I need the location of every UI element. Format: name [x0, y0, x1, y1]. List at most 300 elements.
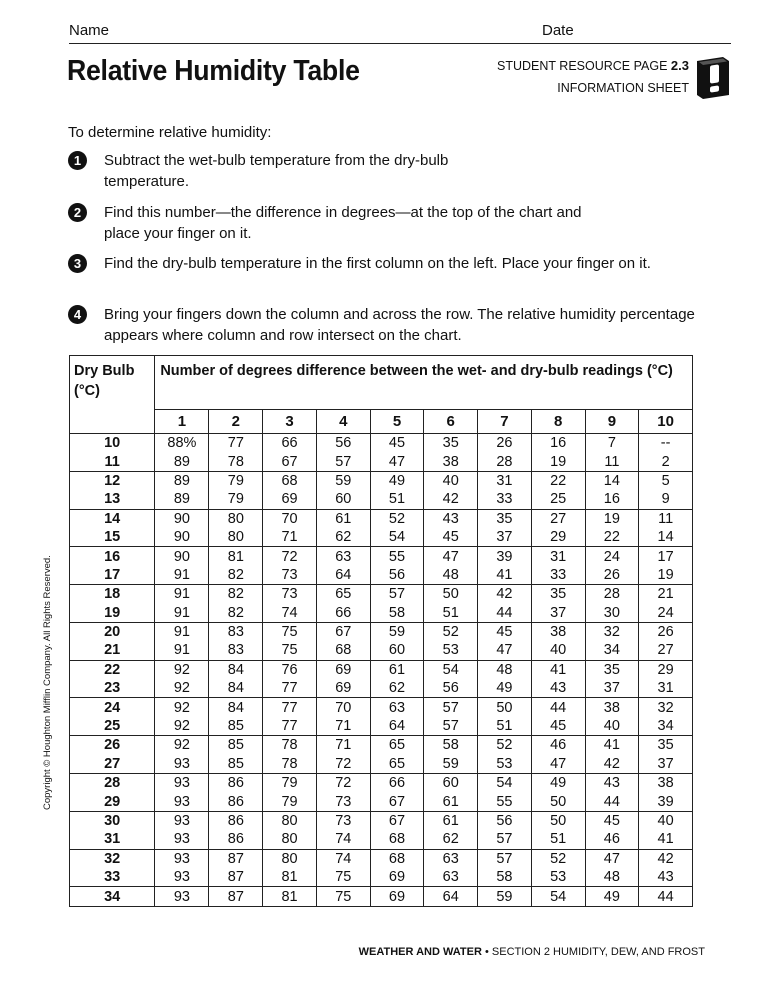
humidity-cell: 62 — [424, 830, 478, 849]
humidity-cell: 40 — [639, 811, 693, 830]
humidity-cell: 11 — [639, 509, 693, 528]
dry-bulb-cell: 27 — [70, 755, 155, 774]
humidity-cell: 64 — [424, 887, 478, 906]
humidity-cell: 61 — [316, 509, 370, 528]
humidity-cell: 32 — [585, 622, 639, 641]
humidity-cell: 65 — [370, 755, 424, 774]
humidity-cell: 35 — [585, 660, 639, 679]
humidity-cell: 91 — [155, 585, 209, 604]
table-row — [70, 622, 693, 641]
humidity-cell: 93 — [155, 774, 209, 793]
humidity-cell: 55 — [370, 547, 424, 566]
table-row — [70, 717, 693, 736]
humidity-cell: 39 — [639, 792, 693, 811]
step-text: Find this number—the difference in degrees—at the top of the chart and place your finger on it. — [104, 204, 582, 242]
humidity-cell: 74 — [263, 604, 317, 623]
table-row — [70, 811, 693, 830]
humidity-cell: 90 — [155, 547, 209, 566]
humidity-cell: 34 — [585, 641, 639, 660]
humidity-cell: 29 — [639, 660, 693, 679]
humidity-cell: 19 — [585, 509, 639, 528]
humidity-cell: 69 — [316, 679, 370, 698]
column-header-5: 5 — [370, 410, 424, 434]
dry-bulb-cell: 11 — [70, 452, 155, 471]
humidity-cell: 70 — [316, 698, 370, 717]
dry-bulb-cell: 14 — [70, 509, 155, 528]
humidity-cell: 28 — [585, 585, 639, 604]
humidity-cell: 14 — [639, 528, 693, 547]
humidity-cell: 16 — [585, 490, 639, 509]
humidity-cell: 9 — [639, 490, 693, 509]
table-row — [70, 887, 693, 906]
humidity-cell: 75 — [263, 641, 317, 660]
humidity-cell: 30 — [585, 604, 639, 623]
humidity-cell: 53 — [531, 868, 585, 887]
instruction-step-1 — [68, 150, 708, 194]
humidity-cell: 40 — [531, 641, 585, 660]
humidity-cell: 89 — [155, 490, 209, 509]
humidity-cell: 87 — [209, 887, 263, 906]
humidity-cell: 52 — [478, 736, 532, 755]
humidity-cell: 54 — [424, 660, 478, 679]
table-row — [70, 774, 693, 793]
humidity-cell: 21 — [639, 585, 693, 604]
humidity-cell: 61 — [424, 792, 478, 811]
humidity-cell: 27 — [639, 641, 693, 660]
humidity-cell: 78 — [263, 755, 317, 774]
humidity-cell: 77 — [263, 698, 317, 717]
table-row — [70, 698, 693, 717]
humidity-cell: 43 — [639, 868, 693, 887]
humidity-cell: 91 — [155, 622, 209, 641]
humidity-cell: 65 — [316, 585, 370, 604]
humidity-cell: 11 — [585, 452, 639, 471]
humidity-cell: 47 — [370, 452, 424, 471]
humidity-cell: 63 — [316, 547, 370, 566]
header-rule — [69, 43, 731, 44]
humidity-cell: 57 — [424, 698, 478, 717]
humidity-cell: 80 — [263, 811, 317, 830]
humidity-cell: 93 — [155, 887, 209, 906]
humidity-cell: 80 — [209, 528, 263, 547]
page-footer — [359, 946, 705, 958]
column-header-8: 8 — [531, 410, 585, 434]
humidity-cell: 26 — [478, 434, 532, 453]
humidity-cell: 31 — [639, 679, 693, 698]
column-header-10: 10 — [639, 410, 693, 434]
dry-bulb-cell: 24 — [70, 698, 155, 717]
humidity-cell: 61 — [424, 811, 478, 830]
humidity-cell: 46 — [531, 736, 585, 755]
humidity-cell: 93 — [155, 830, 209, 849]
humidity-cell: 71 — [316, 717, 370, 736]
humidity-cell: 22 — [585, 528, 639, 547]
humidity-cell: 56 — [316, 434, 370, 453]
humidity-cell: 7 — [585, 434, 639, 453]
humidity-cell: 47 — [531, 755, 585, 774]
humidity-cell: 61 — [370, 660, 424, 679]
humidity-cell: 42 — [424, 490, 478, 509]
humidity-cell: 25 — [531, 490, 585, 509]
humidity-cell: 56 — [478, 811, 532, 830]
table-row — [70, 509, 693, 528]
humidity-cell: 60 — [370, 641, 424, 660]
dry-bulb-cell: 28 — [70, 774, 155, 793]
humidity-cell: 31 — [531, 547, 585, 566]
humidity-cell: 91 — [155, 604, 209, 623]
page-title: Relative Humidity Table — [67, 55, 360, 87]
humidity-cell: 81 — [209, 547, 263, 566]
humidity-cell: 78 — [209, 452, 263, 471]
humidity-cell: 75 — [263, 622, 317, 641]
humidity-cell: 57 — [316, 452, 370, 471]
humidity-cell: 72 — [263, 547, 317, 566]
humidity-cell: 67 — [316, 622, 370, 641]
humidity-cell: 40 — [424, 471, 478, 490]
column-header-9: 9 — [585, 410, 639, 434]
humidity-cell: 38 — [639, 774, 693, 793]
dry-bulb-cell: 33 — [70, 868, 155, 887]
humidity-cell: 26 — [639, 622, 693, 641]
humidity-cell: 93 — [155, 849, 209, 868]
humidity-cell: 26 — [585, 566, 639, 585]
table-row — [70, 452, 693, 471]
footer-section: SECTION 2 HUMIDITY, DEW, AND FROST — [491, 946, 705, 958]
humidity-cell: 92 — [155, 679, 209, 698]
humidity-cell: 69 — [316, 660, 370, 679]
table-row — [70, 755, 693, 774]
humidity-cell: 84 — [209, 698, 263, 717]
humidity-cell: 38 — [585, 698, 639, 717]
humidity-cell: 67 — [370, 792, 424, 811]
column-header-2: 2 — [209, 410, 263, 434]
humidity-cell: 39 — [478, 547, 532, 566]
humidity-cell: 24 — [639, 604, 693, 623]
humidity-cell: 57 — [370, 585, 424, 604]
humidity-cell: 83 — [209, 622, 263, 641]
table-row — [70, 585, 693, 604]
humidity-cell: 86 — [209, 811, 263, 830]
step-text: Find the dry-bulb temperature in the first column on the left. Place your finger on it. — [104, 255, 651, 272]
humidity-cell: 92 — [155, 698, 209, 717]
humidity-cell: 89 — [155, 452, 209, 471]
humidity-cell: 73 — [263, 585, 317, 604]
step-number: 2 — [68, 203, 87, 222]
humidity-cell: 82 — [209, 604, 263, 623]
dry-bulb-cell: 10 — [70, 434, 155, 453]
instruction-step-3 — [68, 253, 708, 297]
humidity-cell: 42 — [585, 755, 639, 774]
humidity-cell: 79 — [263, 792, 317, 811]
humidity-cell: 41 — [639, 830, 693, 849]
humidity-cell: 45 — [585, 811, 639, 830]
humidity-cell: 54 — [531, 887, 585, 906]
table-body — [70, 434, 693, 907]
humidity-cell: 33 — [531, 566, 585, 585]
humidity-cell: 32 — [639, 698, 693, 717]
humidity-cell: 40 — [585, 717, 639, 736]
humidity-cell: 93 — [155, 755, 209, 774]
humidity-cell: 92 — [155, 660, 209, 679]
humidity-cell: 73 — [316, 792, 370, 811]
step-number: 4 — [68, 305, 87, 324]
dry-bulb-cell: 13 — [70, 490, 155, 509]
humidity-cell: 85 — [209, 717, 263, 736]
resource-number: 2.3 — [670, 58, 689, 73]
humidity-cell: 47 — [585, 849, 639, 868]
humidity-cell: 45 — [478, 622, 532, 641]
humidity-cell: 34 — [639, 717, 693, 736]
humidity-cell: 53 — [424, 641, 478, 660]
table-row — [70, 547, 693, 566]
humidity-cell: 64 — [370, 717, 424, 736]
humidity-cell: 43 — [531, 679, 585, 698]
dry-bulb-cell: 17 — [70, 566, 155, 585]
humidity-cell: 54 — [478, 774, 532, 793]
dry-bulb-cell: 31 — [70, 830, 155, 849]
humidity-cell: 44 — [531, 698, 585, 717]
humidity-cell: 73 — [263, 566, 317, 585]
humidity-cell: 79 — [209, 471, 263, 490]
name-label: Name — [69, 22, 110, 39]
humidity-cell: 51 — [478, 717, 532, 736]
humidity-cell: 86 — [209, 774, 263, 793]
humidity-cell: 50 — [478, 698, 532, 717]
humidity-cell: 85 — [209, 755, 263, 774]
humidity-cell: 64 — [316, 566, 370, 585]
resource-prefix: STUDENT RESOURCE PAGE — [497, 59, 668, 73]
humidity-cell: 86 — [209, 792, 263, 811]
humidity-cell: 48 — [478, 660, 532, 679]
humidity-cell: 59 — [316, 471, 370, 490]
dry-bulb-cell: 15 — [70, 528, 155, 547]
relative-humidity-table — [69, 355, 693, 907]
humidity-cell: 50 — [531, 811, 585, 830]
humidity-cell: 93 — [155, 792, 209, 811]
humidity-cell: 70 — [263, 509, 317, 528]
footer-bullet: • — [484, 946, 489, 958]
step-text: Bring your fingers down the column and across the row. The relative humidity percentage appears where column and row intersect on the chart. — [104, 306, 695, 344]
humidity-cell: 35 — [531, 585, 585, 604]
humidity-cell: 79 — [263, 774, 317, 793]
humidity-cell: 45 — [370, 434, 424, 453]
difference-header: Number of degrees difference between the wet- and dry-bulb readings (°C) — [155, 356, 693, 410]
humidity-cell: 80 — [263, 830, 317, 849]
humidity-cell: 58 — [370, 604, 424, 623]
humidity-cell: 81 — [263, 868, 317, 887]
humidity-cell: 74 — [316, 849, 370, 868]
dry-bulb-cell: 32 — [70, 849, 155, 868]
humidity-cell: 89 — [155, 471, 209, 490]
humidity-cell: 29 — [531, 528, 585, 547]
table-row — [70, 792, 693, 811]
column-header-1: 1 — [155, 410, 209, 434]
humidity-cell: 84 — [209, 679, 263, 698]
column-header-3: 3 — [263, 410, 317, 434]
humidity-cell: 67 — [263, 452, 317, 471]
humidity-cell: 58 — [478, 868, 532, 887]
humidity-cell: 66 — [263, 434, 317, 453]
humidity-cell: 33 — [478, 490, 532, 509]
column-header-7: 7 — [478, 410, 532, 434]
humidity-cell: 41 — [585, 736, 639, 755]
humidity-cell: 78 — [263, 736, 317, 755]
humidity-cell: 16 — [531, 434, 585, 453]
humidity-cell: 63 — [370, 698, 424, 717]
humidity-cell: 84 — [209, 660, 263, 679]
resource-page-label — [497, 58, 689, 73]
humidity-cell: -- — [639, 434, 693, 453]
humidity-cell: 68 — [316, 641, 370, 660]
humidity-cell: 60 — [316, 490, 370, 509]
humidity-cell: 51 — [424, 604, 478, 623]
dry-bulb-cell: 18 — [70, 585, 155, 604]
humidity-cell: 47 — [424, 547, 478, 566]
humidity-cell: 81 — [263, 887, 317, 906]
table-row — [70, 641, 693, 660]
humidity-cell: 49 — [585, 887, 639, 906]
humidity-cell: 5 — [639, 471, 693, 490]
humidity-cell: 76 — [263, 660, 317, 679]
table-row — [70, 434, 693, 453]
humidity-cell: 44 — [585, 792, 639, 811]
humidity-cell: 24 — [585, 547, 639, 566]
humidity-cell: 87 — [209, 868, 263, 887]
humidity-cell: 63 — [424, 868, 478, 887]
humidity-cell: 56 — [370, 566, 424, 585]
humidity-cell: 49 — [370, 471, 424, 490]
humidity-cell: 59 — [424, 755, 478, 774]
humidity-cell: 57 — [478, 849, 532, 868]
humidity-cell: 90 — [155, 509, 209, 528]
dry-bulb-header: Dry Bulb (°C) — [70, 356, 155, 434]
humidity-cell: 38 — [531, 622, 585, 641]
humidity-cell: 92 — [155, 717, 209, 736]
humidity-cell: 57 — [424, 717, 478, 736]
humidity-cell: 77 — [209, 434, 263, 453]
column-header-4: 4 — [316, 410, 370, 434]
humidity-cell: 91 — [155, 641, 209, 660]
humidity-cell: 44 — [639, 887, 693, 906]
humidity-cell: 66 — [316, 604, 370, 623]
dry-bulb-cell: 25 — [70, 717, 155, 736]
table-row — [70, 679, 693, 698]
humidity-cell: 44 — [478, 604, 532, 623]
step-number: 3 — [68, 254, 87, 273]
humidity-cell: 28 — [478, 452, 532, 471]
humidity-cell: 71 — [316, 736, 370, 755]
humidity-cell: 19 — [639, 566, 693, 585]
humidity-cell: 51 — [531, 830, 585, 849]
humidity-cell: 56 — [424, 679, 478, 698]
humidity-cell: 52 — [424, 622, 478, 641]
humidity-cell: 67 — [370, 811, 424, 830]
humidity-cell: 91 — [155, 566, 209, 585]
date-label: Date — [542, 22, 574, 39]
humidity-cell: 77 — [263, 679, 317, 698]
humidity-cell: 35 — [639, 736, 693, 755]
humidity-cell: 90 — [155, 528, 209, 547]
instruction-step-4 — [68, 304, 708, 348]
humidity-cell: 45 — [424, 528, 478, 547]
humidity-cell: 55 — [478, 792, 532, 811]
table-row — [70, 830, 693, 849]
humidity-cell: 46 — [585, 830, 639, 849]
humidity-cell: 37 — [478, 528, 532, 547]
humidity-cell: 66 — [370, 774, 424, 793]
humidity-cell: 62 — [370, 679, 424, 698]
humidity-cell: 60 — [424, 774, 478, 793]
humidity-cell: 52 — [531, 849, 585, 868]
humidity-cell: 41 — [478, 566, 532, 585]
dry-bulb-cell: 23 — [70, 679, 155, 698]
humidity-cell: 49 — [531, 774, 585, 793]
humidity-cell: 77 — [263, 717, 317, 736]
humidity-cell: 47 — [478, 641, 532, 660]
step-number: 1 — [68, 151, 87, 170]
humidity-cell: 38 — [424, 452, 478, 471]
humidity-cell: 57 — [478, 830, 532, 849]
humidity-cell: 68 — [370, 830, 424, 849]
humidity-cell: 42 — [478, 585, 532, 604]
humidity-cell: 82 — [209, 585, 263, 604]
humidity-cell: 48 — [585, 868, 639, 887]
humidity-cell: 53 — [478, 755, 532, 774]
humidity-cell: 43 — [424, 509, 478, 528]
humidity-cell: 74 — [316, 830, 370, 849]
humidity-cell: 72 — [316, 774, 370, 793]
humidity-cell: 79 — [209, 490, 263, 509]
table-row — [70, 566, 693, 585]
humidity-cell: 75 — [316, 887, 370, 906]
humidity-cell: 42 — [639, 849, 693, 868]
humidity-cell: 27 — [531, 509, 585, 528]
humidity-cell: 50 — [424, 585, 478, 604]
humidity-cell: 86 — [209, 830, 263, 849]
dry-bulb-cell: 12 — [70, 471, 155, 490]
humidity-cell: 82 — [209, 566, 263, 585]
humidity-cell: 62 — [316, 528, 370, 547]
table-row — [70, 736, 693, 755]
footer-unit: WEATHER AND WATER — [358, 946, 482, 958]
dry-bulb-cell: 22 — [70, 660, 155, 679]
dry-bulb-cell: 34 — [70, 887, 155, 906]
instruction-step-2 — [68, 202, 708, 246]
humidity-cell: 59 — [478, 887, 532, 906]
humidity-cell: 71 — [263, 528, 317, 547]
table-row — [70, 660, 693, 679]
humidity-cell: 52 — [370, 509, 424, 528]
humidity-cell: 87 — [209, 849, 263, 868]
humidity-cell: 68 — [370, 849, 424, 868]
humidity-cell: 14 — [585, 471, 639, 490]
humidity-cell: 59 — [370, 622, 424, 641]
humidity-cell: 93 — [155, 811, 209, 830]
humidity-cell: 58 — [424, 736, 478, 755]
column-header-row — [70, 410, 693, 434]
dry-bulb-cell: 21 — [70, 641, 155, 660]
column-header-6: 6 — [424, 410, 478, 434]
humidity-cell: 37 — [639, 755, 693, 774]
humidity-cell: 45 — [531, 717, 585, 736]
humidity-cell: 80 — [263, 849, 317, 868]
humidity-cell: 85 — [209, 736, 263, 755]
humidity-cell: 65 — [370, 736, 424, 755]
dry-bulb-cell: 30 — [70, 811, 155, 830]
dry-bulb-cell: 20 — [70, 622, 155, 641]
humidity-cell: 80 — [209, 509, 263, 528]
humidity-cell: 31 — [478, 471, 532, 490]
